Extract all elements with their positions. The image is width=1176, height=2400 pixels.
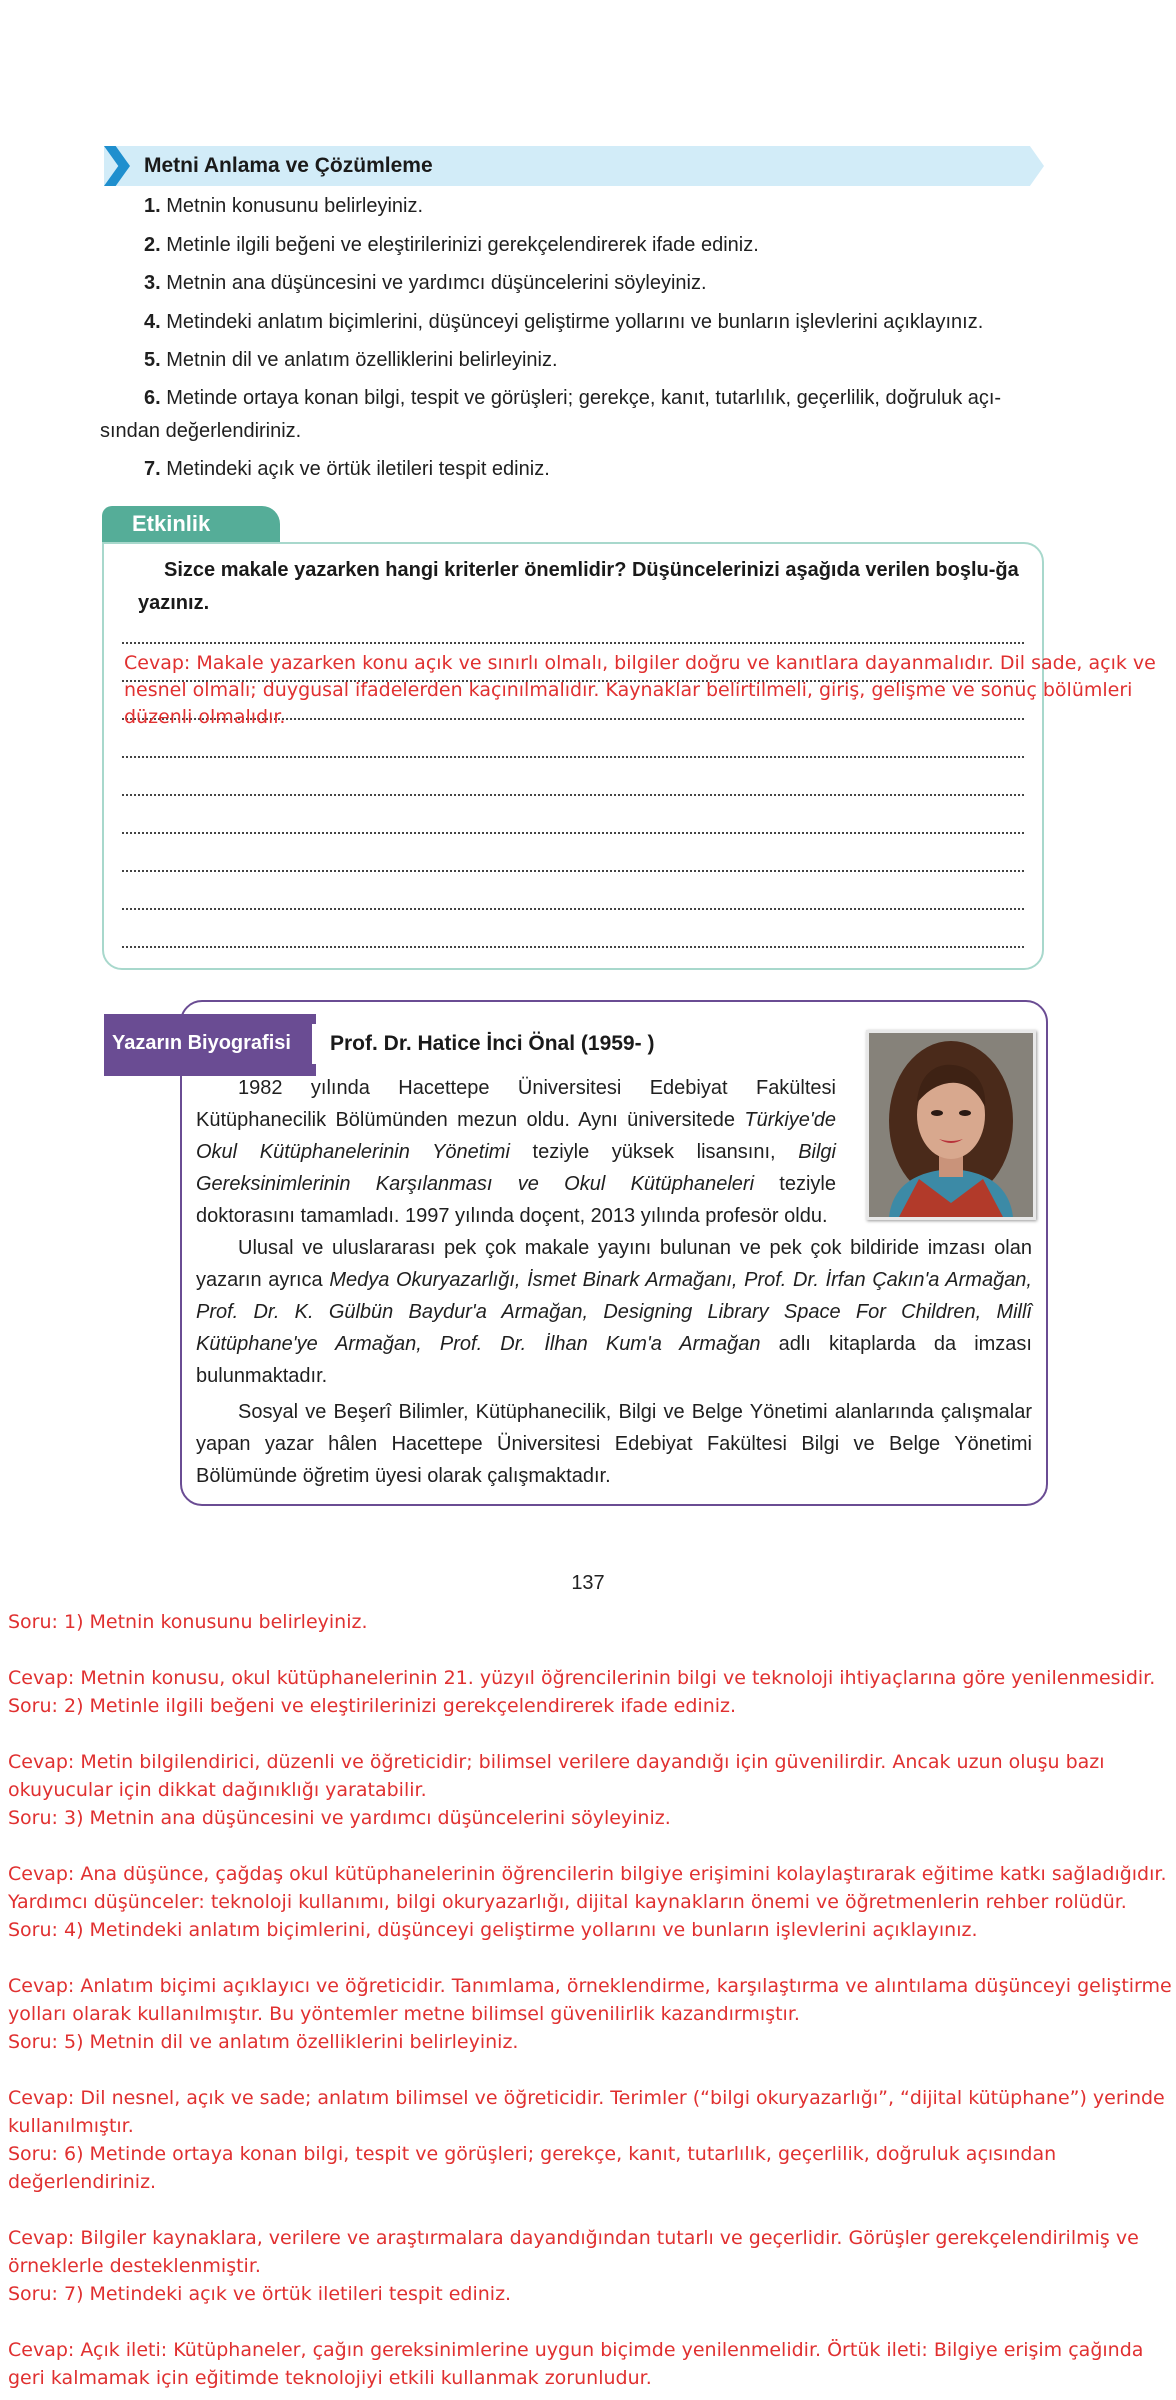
qa-answer: Cevap: Metnin konusu, okul kütüphanelerinin 21. yüzyıl öğrencilerinin bilgi ve teknoloji ihtiyaçlarına göre yenilenmesidir. bbox=[8, 1667, 1156, 1689]
question-6: 6. Metinde ortaya konan bilgi, tespit ve görüşleri; gerekçe, kanıt, tutarlılık, geçerlilik, doğruluk açı- bbox=[144, 387, 1002, 409]
qa-answer: Cevap: Ana düşünce, çağdaş okul kütüphanelerinin öğrencilerin bilgiye erişimini kolaylaştırarak eğitime katkı sağladığıdır. Yardımcı düşünceler: teknoloji kullanımı, bilgi okuryazarlığı, dijital kaynakların önemi ve öğretmenlerin rehber rolüdür. bbox=[8, 1863, 1167, 1913]
question-1: 1. Metnin konusunu belirleyiniz. bbox=[144, 195, 424, 217]
qa-answer: Cevap: Anlatım biçimi açıklayıcı ve öğreticidir. Tanımlama, örneklendirme, karşılaştırma ve alıntılama düşünceyi geliştirme yolları olarak kullanılmıştır. Bu yöntemler metne bilimsel güvenilirlik kazandırmıştır. bbox=[8, 1975, 1172, 2025]
qa-answer: Cevap: Bilgiler kaynaklara, verilere ve araştırmalara dayandığından tutarlı ve geçerlidir. Görüşler gerekçelendirilmiş ve örneklerle desteklenmiştir. bbox=[8, 2227, 1139, 2277]
qa-answer: Cevap: Dil nesnel, açık ve sade; anlatım bilimsel ve öğreticidir. Terimler (“bilgi okuryazarlığı”, “dijital kütüphane”) yerinde kullanılmıştır. bbox=[8, 2087, 1165, 2137]
answer-line bbox=[122, 946, 1024, 948]
answer-line bbox=[122, 870, 1024, 872]
section-title: Metni Anlama ve Çözümleme bbox=[144, 154, 433, 177]
qa-question: Soru: 7) Metindeki açık ve örtük iletileri tespit ediniz. bbox=[8, 2283, 512, 2305]
qa-answer: Cevap: Metin bilgilendirici, düzenli ve öğreticidir; bilimsel verilere dayandığı için güvenilirdir. Ancak uzun oluşu bazı okuyucular için dikkat dağınıklığı yaratabilir. bbox=[8, 1751, 1105, 1801]
author-photo bbox=[866, 1030, 1036, 1220]
activity-answer: Cevap: Makale yazarken konu açık ve sınırlı olmalı, bilgiler doğru ve kanıtlara dayanmalıdır. Dil sade, açık ve nesnel olmalı; duygusal ifadelerden kaçınılmalıdır. Kaynaklar belirtilmeli, giriş, gelişme ve sonuç bölümleri düzenli olmalıdır. bbox=[124, 652, 1156, 728]
author-name: Prof. Dr. Hatice İnci Önal (1959- ) bbox=[330, 1032, 655, 1055]
question-7: 7. Metindeki açık ve örtük iletileri tespit ediniz. bbox=[144, 458, 550, 480]
answer-line bbox=[122, 794, 1024, 796]
page-number: 137 bbox=[571, 1572, 605, 1594]
biography-paragraph-2: Ulusal ve uluslararası pek çok makale yayını bulunan ve pek çok bildiride imzası olan yazarın ayrıca Medya Okuryazarlığı, İsmet Binark Armağanı, Prof. Dr. İrfan Çakın'a Armağan, Prof. Dr. K. Gülbün Baydur'a Armağan, Designing Library Space For Children, Millî Kütüphane'ye Armağan, Prof. Dr. İlhan Kum'a Armağan adlı kitaplarda da imzası bulunmaktadır. bbox=[196, 1237, 1032, 1387]
question-4: 4. Metindeki anlatım biçimlerini, düşünceyi geliştirme yollarını ve bunların işlevlerini açıklayınız. bbox=[144, 311, 984, 333]
portrait-image bbox=[869, 1033, 1033, 1217]
qa-answer: Cevap: Açık ileti: Kütüphaneler, çağın gereksinimlerine uygun biçimde yenilenmelidir. Örtük ileti: Bilgiye erişim çağında geri kalmamak için eğitimde teknolojiyi etkili kullanmak zorunludur. bbox=[8, 2339, 1144, 2389]
question-5: 5. Metnin dil ve anlatım özelliklerini belirleyiniz. bbox=[144, 349, 558, 371]
qa-question: Soru: 4) Metindeki anlatım biçimlerini, düşünceyi geliştirme yollarını ve bunların işlevlerini açıklayınız. bbox=[8, 1919, 978, 1941]
qa-question: Soru: 1) Metnin konusunu belirleyiniz. bbox=[8, 1611, 368, 1633]
biography-paragraph-1: 1982 yılında Hacettepe Üniversitesi Edebiyat Fakültesi Kütüphanecilik Bölümünden mezun oldu. Aynı üniversitede Türkiye'de Okul Kütüphanelerinin Yönetimi teziyle yüksek lisansını, Bilgi Gereksinimlerinin Karşılanması ve Okul Kütüphaneleri teziyle doktorasını tamamladı. 1997 yılında doçent, 2013 yılında profesör oldu. bbox=[196, 1077, 836, 1227]
qa-list bbox=[8, 1608, 1172, 2392]
qa-question: Soru: 6) Metinde ortaya konan bilgi, tespit ve görüşleri; gerekçe, kanıt, tutarlılık, geçerlilik, doğruluk açısından değerlendiriniz. bbox=[8, 2143, 1057, 2193]
qa-question: Soru: 5) Metnin dil ve anlatım özelliklerini belirleyiniz. bbox=[8, 2031, 519, 2053]
answer-line bbox=[122, 642, 1024, 644]
biography-paragraph-3: Sosyal ve Beşerî Bilimler, Kütüphanecilik, Bilgi ve Belge Yönetimi alanlarında çalışmalar yapan yazar hâlen Hacettepe Üniversitesi Edebiyat Fakültesi Bilgi ve Belge Yönetimi Bölümünde öğretim üyesi olarak çalışmaktadır. bbox=[196, 1401, 1032, 1487]
question-6-continued: sından değerlendiriniz. bbox=[100, 420, 302, 442]
qa-question: Soru: 3) Metnin ana düşüncesini ve yardımcı düşüncelerini söyleyiniz. bbox=[8, 1807, 671, 1829]
answer-line bbox=[122, 832, 1024, 834]
activity-prompt: Sizce makale yazarken hangi kriterler önemlidir? Düşüncelerinizi aşağıda verilen boşlu-ğa yazınız. bbox=[138, 559, 1019, 614]
question-2: 2. Metinle ilgili beğeni ve eleştirilerinizi gerekçelendirerek ifade ediniz. bbox=[144, 234, 759, 256]
activity-label: Etkinlik bbox=[132, 511, 211, 536]
biography-tag-label: Yazarın Biyografisi bbox=[112, 1032, 291, 1054]
answer-line bbox=[122, 756, 1024, 758]
answer-line bbox=[122, 908, 1024, 910]
question-3: 3. Metnin ana düşüncesini ve yardımcı düşüncelerini söyleyiniz. bbox=[144, 272, 707, 294]
qa-question: Soru: 2) Metinle ilgili beğeni ve eleştirilerinizi gerekçelendirerek ifade ediniz. bbox=[8, 1695, 737, 1717]
